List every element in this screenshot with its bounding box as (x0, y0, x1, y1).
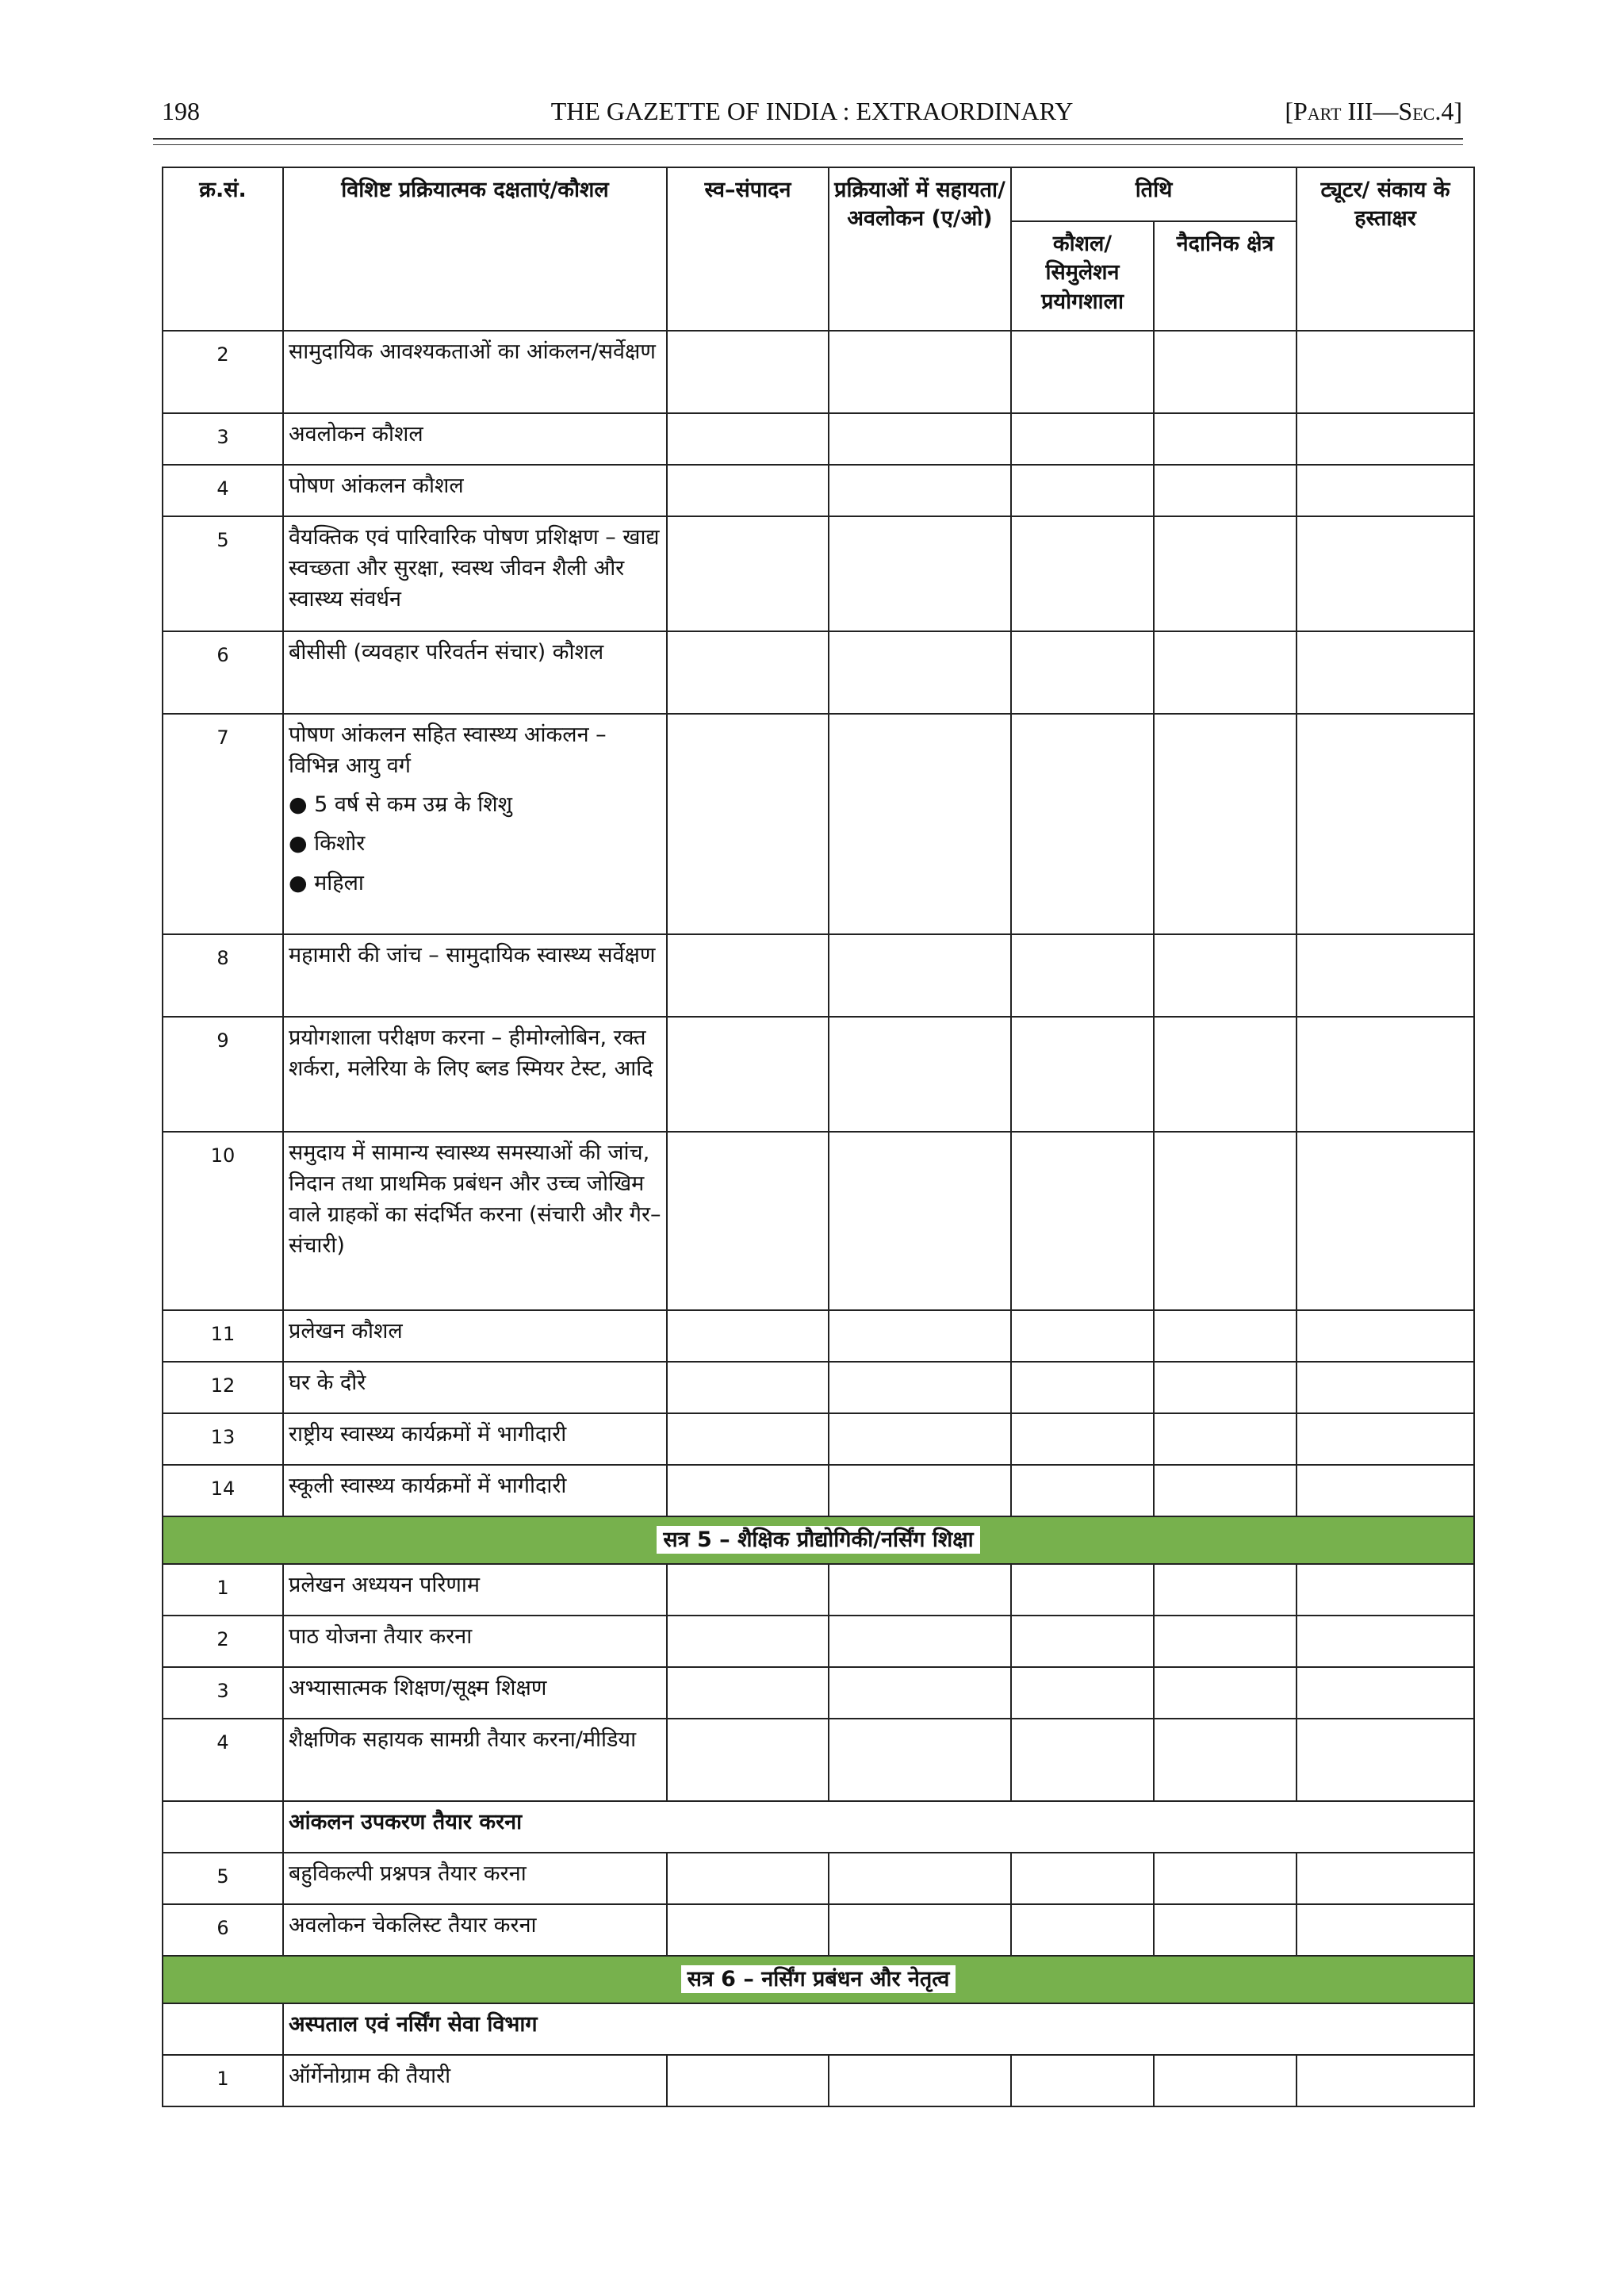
cell-sign (1297, 1904, 1474, 1956)
cell-sign (1297, 1564, 1474, 1616)
row-number: 11 (163, 1310, 283, 1362)
row-skill: समुदाय में सामान्य स्वास्थ्य समस्याओं की जांच, निदान तथा प्राथमिक प्रबंधन और उच्च जोखिम वाले ग्राहकों का संदर्भित करना (संचारी और गैर–संचारी) (283, 1132, 667, 1310)
cell-assist (829, 934, 1011, 1017)
cell-assist (829, 714, 1011, 934)
cell-assist (829, 1667, 1011, 1719)
row-number: 1 (163, 2055, 283, 2106)
cell-clinical (1154, 934, 1297, 1017)
table-row (163, 1564, 1474, 1616)
row-skill: महामारी की जांच – सामुदायिक स्वास्थ्य सर्वेक्षण (283, 934, 667, 1017)
row-skill: बीसीसी (व्यवहार परिवर्तन संचार) कौशल (283, 631, 667, 714)
table-row (163, 1616, 1474, 1667)
session-heading (163, 1956, 1474, 2003)
row-number: 2 (163, 1616, 283, 1667)
table-row (163, 1310, 1474, 1362)
cell-self (667, 1719, 829, 1801)
col-header-lab: कौशल/ सिमुलेशन प्रयोगशाला (1011, 221, 1154, 331)
table-row (163, 1413, 1474, 1465)
cell-lab (1011, 331, 1154, 413)
bullet-item: ● 5 वर्ष से कम उम्र के शिशु (289, 792, 512, 818)
col-header-sno: क्र.सं. (163, 167, 283, 331)
col-header-self: स्व–संपादन (667, 167, 829, 331)
cell-clinical (1154, 516, 1297, 631)
cell-lab (1011, 1132, 1154, 1310)
page-number: 198 (162, 97, 200, 125)
cell-clinical (1154, 1616, 1297, 1667)
cell-clinical (1154, 1132, 1297, 1310)
row-skill: अवलोकन चेकलिस्ट तैयार करना (283, 1904, 667, 1956)
row-skill: ऑर्गेनोग्राम की तैयारी (283, 2055, 667, 2106)
cell-lab (1011, 1413, 1154, 1465)
table-row (163, 331, 1474, 413)
table-row (163, 1853, 1474, 1904)
row-number: 8 (163, 934, 283, 1017)
cell-lab (1011, 714, 1154, 934)
row-number: 1 (163, 1564, 283, 1616)
table-row (163, 1904, 1474, 1956)
cell-clinical (1154, 1719, 1297, 1801)
cell-self (667, 1564, 829, 1616)
row-number: 13 (163, 1413, 283, 1465)
cell-sign (1297, 1017, 1474, 1132)
cell-clinical (1154, 1465, 1297, 1516)
cell-self (667, 1667, 829, 1719)
bullet-item: ● किशोर (289, 831, 366, 857)
cell-self (667, 465, 829, 516)
gazette-title: THE GAZETTE OF INDIA : EXTRAORDINARY (550, 97, 1074, 125)
table-row (163, 413, 1474, 465)
cell-clinical (1154, 1904, 1297, 1956)
cell-lab (1011, 631, 1154, 714)
cell-self (667, 2055, 829, 2106)
row-number: 10 (163, 1132, 283, 1310)
cell-clinical (1154, 331, 1297, 413)
row-skill: प्रयोगशाला परीक्षण करना – हीमोग्लोबिन, रक्त शर्करा, मलेरिया के लिए ब्लड स्मियर टेस्ट, आदि (283, 1017, 667, 1132)
cell-self (667, 1310, 829, 1362)
table-row (163, 1362, 1474, 1413)
cell-assist (829, 1719, 1011, 1801)
row-skill: राष्ट्रीय स्वास्थ्य कार्यक्रमों में भागीदारी (283, 1413, 667, 1465)
row-skill: सामुदायिक आवश्यकताओं का आंकलन/सर्वेक्षण (283, 331, 667, 413)
row-number: 3 (163, 413, 283, 465)
cell-sign (1297, 1667, 1474, 1719)
cell-lab (1011, 1719, 1154, 1801)
subheading-row (163, 1801, 1474, 1853)
cell-sign (1297, 465, 1474, 516)
row-number: 2 (163, 331, 283, 413)
table-row (163, 1667, 1474, 1719)
table-row (163, 1017, 1474, 1132)
cell-clinical (1154, 413, 1297, 465)
cell-assist (829, 465, 1011, 516)
cell-assist (829, 1017, 1011, 1132)
cell-assist (829, 1465, 1011, 1516)
cell-lab (1011, 1853, 1154, 1904)
cell-self (667, 714, 829, 934)
subheading-row (163, 2003, 1474, 2055)
row-number: 5 (163, 516, 283, 631)
table-row (163, 2055, 1474, 2106)
row-skill: प्रलेखन अध्ययन परिणाम (283, 1564, 667, 1616)
cell-lab (1011, 1465, 1154, 1516)
cell-lab (1011, 1667, 1154, 1719)
cell-sign (1297, 1413, 1474, 1465)
row-skill: पाठ योजना तैयार करना (283, 1616, 667, 1667)
cell-self (667, 1362, 829, 1413)
cell-assist (829, 1362, 1011, 1413)
session-row (163, 1516, 1474, 1564)
header-rule-thick (153, 138, 1463, 140)
row-number: 4 (163, 465, 283, 516)
col-header-date: तिथि (1011, 167, 1297, 221)
cell-lab (1011, 1904, 1154, 1956)
cell-self (667, 1132, 829, 1310)
cell-clinical (1154, 1017, 1297, 1132)
cell-lab (1011, 1616, 1154, 1667)
row-number: 9 (163, 1017, 283, 1132)
session-row (163, 1956, 1474, 2003)
cell-sign (1297, 1465, 1474, 1516)
row-number: 14 (163, 1465, 283, 1516)
cell-lab (1011, 1564, 1154, 1616)
cell-clinical (1154, 1667, 1297, 1719)
table-row (163, 631, 1474, 714)
row-skill: स्कूली स्वास्थ्य कार्यक्रमों में भागीदारी (283, 1465, 667, 1516)
cell-self (667, 1853, 829, 1904)
cell-self (667, 1017, 829, 1132)
cell-sign (1297, 1310, 1474, 1362)
page-header (162, 97, 1462, 136)
row-number: 12 (163, 1362, 283, 1413)
row-number: 7 (163, 714, 283, 934)
cell-lab (1011, 1017, 1154, 1132)
table-row (163, 465, 1474, 516)
cell-sign (1297, 331, 1474, 413)
table-row (163, 1719, 1474, 1801)
cell-self (667, 1465, 829, 1516)
row-skill: घर के दौरे (283, 1362, 667, 1413)
cell-sign (1297, 934, 1474, 1017)
cell-clinical (1154, 465, 1297, 516)
table-row (163, 516, 1474, 631)
col-header-clinical: नैदानिक क्षेत्र (1154, 221, 1297, 331)
cell-assist (829, 2055, 1011, 2106)
cell-assist (829, 331, 1011, 413)
cell-self (667, 331, 829, 413)
col-header-skills: विशिष्ट प्रक्रियात्मक दक्षताएं/कौशल (283, 167, 667, 331)
cell-assist (829, 1132, 1011, 1310)
header-rule-thin (153, 144, 1463, 145)
cell-lab (1011, 413, 1154, 465)
cell-assist (829, 413, 1011, 465)
table-row (163, 1132, 1474, 1310)
cell-clinical (1154, 714, 1297, 934)
row-skill: वैयक्तिक एवं पारिवारिक पोषण प्रशिक्षण – खाद्य स्वच्छता और सुरक्षा, स्वस्थ जीवन शैली और स्वास्थ्य संवर्धन (283, 516, 667, 631)
bullet-item: ● महिला (289, 870, 364, 895)
cell-sign (1297, 2055, 1474, 2106)
cell-self (667, 1413, 829, 1465)
row-skill: अवलोकन कौशल (283, 413, 667, 465)
cell-assist (829, 1904, 1011, 1956)
cell-self (667, 413, 829, 465)
cell-assist (829, 1413, 1011, 1465)
cell-sign (1297, 413, 1474, 465)
session-title: सत्र 5 – शैक्षिक प्रौद्योगिकी/नर्सिंग शिक्षा (657, 1526, 979, 1554)
cell-clinical (1154, 1362, 1297, 1413)
row-skill (283, 714, 667, 934)
cell-lab (1011, 516, 1154, 631)
cell-sign (1297, 1853, 1474, 1904)
col-header-sign: ट्यूटर/ संकाय के हस्ताक्षर (1297, 167, 1474, 331)
col-header-assist: प्रक्रियाओं में सहायता/ अवलोकन (ए/ओ) (829, 167, 1011, 331)
row-skill: पोषण आंकलन कौशल (283, 465, 667, 516)
table-row (163, 1465, 1474, 1516)
row-number: 6 (163, 631, 283, 714)
cell-sign (1297, 631, 1474, 714)
row-skill-text: पोषण आंकलन सहित स्वास्थ्य आंकलन – विभिन्न आयु वर्ग (289, 723, 607, 779)
cell-self (667, 516, 829, 631)
row-number: 6 (163, 1904, 283, 1956)
row-number: 5 (163, 1853, 283, 1904)
table-row (163, 714, 1474, 934)
cell-assist (829, 1564, 1011, 1616)
cell-assist (829, 1310, 1011, 1362)
cell-sign (1297, 1132, 1474, 1310)
cell-clinical (1154, 1853, 1297, 1904)
cell-assist (829, 631, 1011, 714)
subheading-text: अस्पताल एवं नर्सिंग सेवा विभाग (283, 2003, 1474, 2055)
row-skill: प्रलेखन कौशल (283, 1310, 667, 1362)
cell-lab (1011, 934, 1154, 1017)
cell-self (667, 1904, 829, 1956)
session-title: सत्र 6 – नर्सिंग प्रबंधन और नेतृत्व (681, 1965, 956, 1993)
row-skill: बहुविकल्पी प्रश्नपत्र तैयार करना (283, 1853, 667, 1904)
cell-lab (1011, 1310, 1154, 1362)
cell-assist (829, 1853, 1011, 1904)
subheading-text: आंकलन उपकरण तैयार करना (283, 1801, 1474, 1853)
cell-empty (163, 1801, 283, 1853)
row-skill: शैक्षणिक सहायक सामग्री तैयार करना/मीडिया (283, 1719, 667, 1801)
cell-sign (1297, 714, 1474, 934)
cell-clinical (1154, 631, 1297, 714)
part-section: [Part III—Sec.4] (1285, 97, 1462, 125)
cell-empty (163, 2003, 283, 2055)
row-skill: अभ्यासात्मक शिक्षण/सूक्ष्म शिक्षण (283, 1667, 667, 1719)
table-row (163, 934, 1474, 1017)
cell-self (667, 631, 829, 714)
cell-assist (829, 1616, 1011, 1667)
cell-sign (1297, 1719, 1474, 1801)
cell-lab (1011, 465, 1154, 516)
cell-clinical (1154, 1310, 1297, 1362)
cell-clinical (1154, 2055, 1297, 2106)
cell-self (667, 934, 829, 1017)
cell-lab (1011, 1362, 1154, 1413)
cell-sign (1297, 1362, 1474, 1413)
cell-self (667, 1616, 829, 1667)
cell-clinical (1154, 1564, 1297, 1616)
cell-sign (1297, 1616, 1474, 1667)
cell-lab (1011, 2055, 1154, 2106)
cell-assist (829, 516, 1011, 631)
row-number: 3 (163, 1667, 283, 1719)
competency-table (162, 167, 1475, 2107)
cell-clinical (1154, 1413, 1297, 1465)
row-number: 4 (163, 1719, 283, 1801)
session-heading (163, 1516, 1474, 1564)
cell-sign (1297, 516, 1474, 631)
